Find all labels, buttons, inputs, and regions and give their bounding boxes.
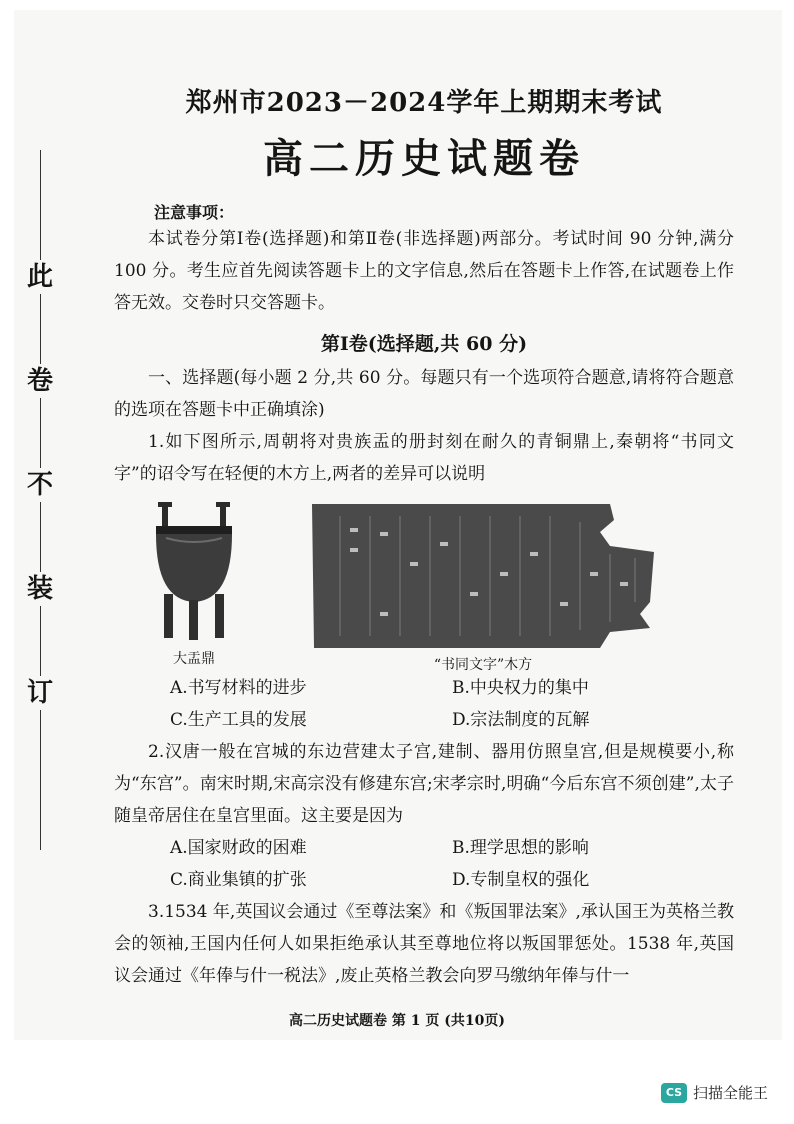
binding-char: 此 [26, 262, 53, 292]
question-1-figures [114, 502, 734, 672]
camscanner-logo-icon: CS [661, 1083, 687, 1103]
option-d: D.专制皇权的强化 [452, 870, 590, 890]
binding-char: 不 [26, 470, 53, 500]
notice-text: 本试卷分第Ⅰ卷(选择题)和第Ⅱ卷(非选择题)两部分。考试时间 90 分钟,满分 100 分。考生应首先阅读答题卡上的文字信息,然后在答题卡上作答,在试题卷上作答无效。交卷时只交答题卡。 [114, 229, 734, 313]
question-3-stem: 3.1534 年,英国议会通过《至尊法案》和《叛国罪法案》,承认国王为英格兰教会的领袖,王国内任何人如果拒绝承认其至尊地位将以叛国罪惩处。1538 年,英国议会通过《年俸与什一税法》,废止英格兰教会向罗马缴纳年俸与什一 [114, 902, 734, 986]
section-instructions: 一、选择题(每小题 2 分,共 60 分。每题只有一个选项符合题意,请将符合题意的选项在答题卡中正确填涂) [114, 368, 734, 420]
binding-margin-text [22, 260, 58, 710]
section-title: 第Ⅰ卷(选择题,共 60 分) [320, 333, 528, 355]
wooden-slip-image [310, 502, 656, 648]
option-d: D.宗法制度的瓦解 [452, 710, 590, 730]
wooden-slip-caption: “书同文字”木方 [433, 657, 533, 673]
question-2-options [114, 832, 734, 896]
ding-figure [154, 502, 234, 668]
option-c: C.生产工具的发展 [170, 710, 307, 730]
page-footer: 高二历史试题卷 第 1 页 (共10页) [289, 1013, 505, 1029]
wooden-slip-figure [310, 502, 656, 674]
exam-subject-title: 高二历史试题卷 [263, 135, 585, 182]
binding-char: 订 [26, 678, 53, 708]
binding-char: 卷 [26, 366, 53, 396]
binding-char: 装 [26, 574, 53, 604]
scanner-watermark [661, 1082, 768, 1103]
notice-heading: 注意事项： [154, 203, 235, 222]
question-1-stem: 1.如下图所示,周朝将对贵族盂的册封刻在耐久的青铜鼎上,秦朝将“书同文字”的诏令写在轻便的木方上,两者的差异可以说明 [114, 432, 734, 484]
option-b: B.中央权力的集中 [452, 678, 589, 698]
exam-content [114, 82, 734, 992]
option-a: A.书写材料的进步 [170, 678, 307, 698]
question-2-stem: 2.汉唐一般在宫城的东边营建太子宫,建制、器用仿照皇宫,但是规模要小,称为“东宫”。南宋时期,宋高宗没有修建东宫;宋孝宗时,明确“今后东宫不须创建”,太子随皇帝居住在皇宫里面。这主要是因为 [114, 742, 734, 826]
option-c: C.商业集镇的扩张 [170, 870, 307, 890]
bronze-ding-image [154, 502, 234, 642]
ding-caption: 大盂鼎 [173, 651, 215, 667]
option-b: B.理学思想的影响 [452, 838, 589, 858]
question-1-options [114, 672, 734, 736]
exam-title: 郑州市2023－2024学年上期期末考试 [185, 88, 663, 118]
option-a: A.国家财政的困难 [170, 838, 307, 858]
watermark-text: 扫描全能王 [692, 1084, 768, 1102]
